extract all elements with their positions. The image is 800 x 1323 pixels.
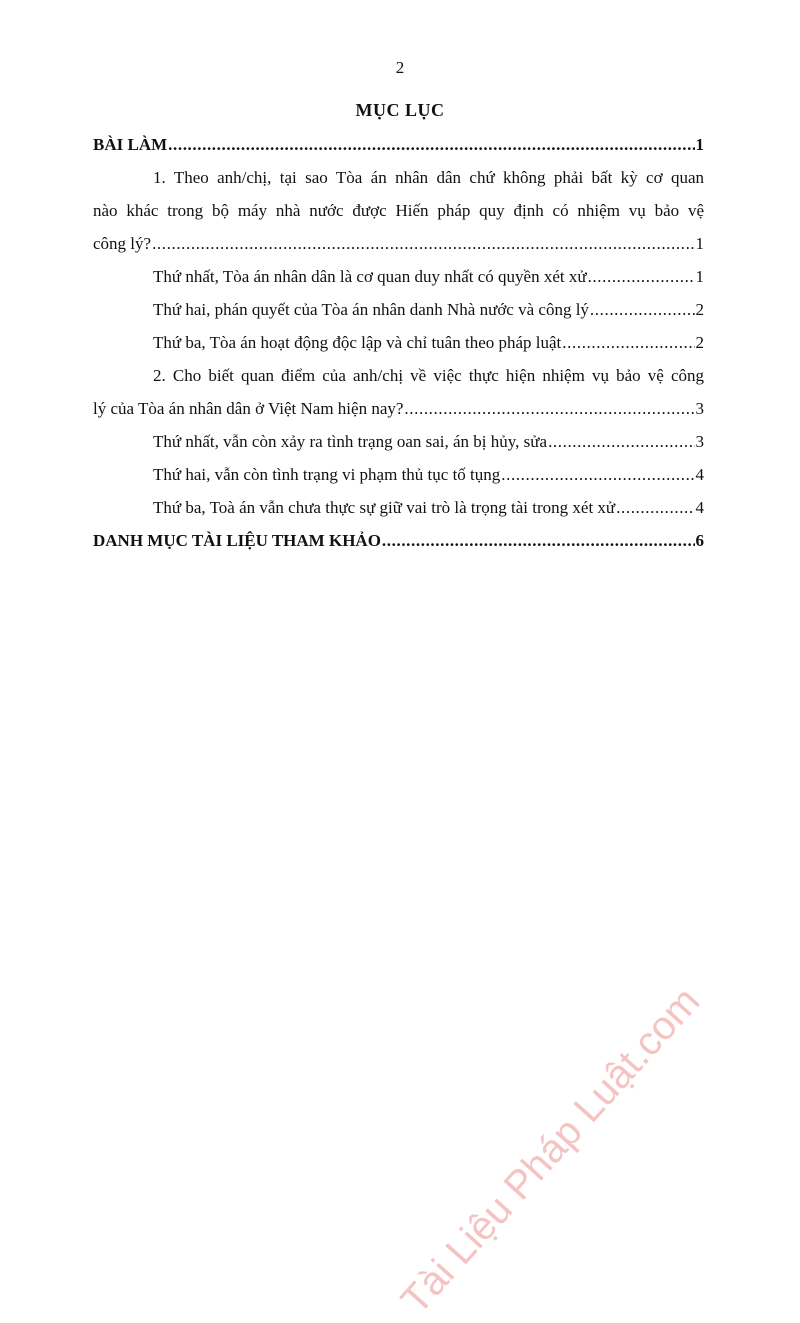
dot-leader [588, 260, 695, 293]
toc-entry-q1-point-2[interactable] [93, 293, 704, 326]
dot-leader [382, 524, 695, 557]
dot-leader [562, 326, 694, 359]
toc-entry-q2-point-1[interactable] [93, 425, 704, 458]
watermark: Tài Liệu Pháp Luật.com [393, 979, 709, 1323]
toc-entry-page: 1 [695, 267, 704, 286]
toc-entry-q1-point-3[interactable] [93, 326, 704, 359]
toc-entry-page: 3 [695, 399, 704, 418]
toc-entry-text: Thứ hai, phán quyết của Tòa án nhân danh Nhà nước và công lý [153, 300, 589, 319]
toc-entry-bai-lam[interactable] [93, 128, 704, 161]
toc-entry-question-1[interactable] [93, 161, 704, 260]
dot-leader [616, 491, 694, 524]
dot-leader [168, 128, 694, 161]
toc-entry-text: Thứ ba, Tòa án hoạt động độc lập và chỉ tuân theo pháp luật [153, 333, 562, 352]
dot-leader [590, 293, 695, 326]
toc-entry-text: Thứ ba, Toà án vẫn chưa thực sự giữ vai trò là trọng tài trong xét xử [153, 498, 616, 517]
toc-entry-line: nào khác trong bộ máy nhà nước được Hiến pháp quy định có nhiệm vụ bảo vệ [93, 201, 704, 220]
toc-entry-line: 1. Theo anh/chị, tại sao Tòa án nhân dân chứ không phải bất kỳ cơ quan [153, 168, 704, 187]
toc-entry-page: 6 [695, 531, 704, 550]
toc-entry-page: 2 [695, 333, 704, 352]
toc-entry-page: 4 [695, 498, 704, 517]
toc-entry-q1-point-1[interactable] [93, 260, 704, 293]
toc-entry-text: Thứ nhất, vẫn còn xảy ra tình trạng oan sai, án bị hủy, sửa [153, 432, 548, 451]
toc-entry-q2-point-2[interactable] [93, 458, 704, 491]
page-number: 2 [395, 58, 405, 77]
toc-entry-text: Thứ hai, vẫn còn tình trạng vi phạm thủ tục tố tụng [153, 465, 501, 484]
toc-entry-page: 2 [695, 300, 704, 319]
toc-entry-question-2[interactable] [93, 359, 704, 425]
toc-entry-text: Thứ nhất, Tòa án nhân dân là cơ quan duy nhất có quyền xét xử [153, 267, 587, 286]
toc-entry-text: BÀI LÀM [93, 135, 168, 154]
toc-entry-line: lý của Tòa án nhân dân ở Việt Nam hiện nay? [93, 399, 404, 418]
toc-title: MỤC LỤC [355, 100, 445, 120]
toc-entry-page: 4 [695, 465, 704, 484]
toc-entry-page: 1 [695, 234, 704, 253]
dot-leader [404, 392, 694, 425]
dot-leader [548, 425, 694, 458]
dot-leader [501, 458, 694, 491]
toc-entry-line: 2. Cho biết quan điểm của anh/chị về việc thực hiện nhiệm vụ bảo vệ công [153, 366, 704, 385]
toc-entry-q2-point-3[interactable] [93, 491, 704, 524]
toc-entry-page: 3 [695, 432, 704, 451]
table-of-contents [93, 128, 704, 557]
toc-entry-references[interactable] [93, 524, 704, 557]
toc-entry-page: 1 [695, 135, 704, 154]
toc-entry-text: DANH MỤC TÀI LIỆU THAM KHẢO [93, 531, 381, 550]
toc-entry-line: công lý? [93, 234, 152, 253]
dot-leader [152, 227, 694, 260]
